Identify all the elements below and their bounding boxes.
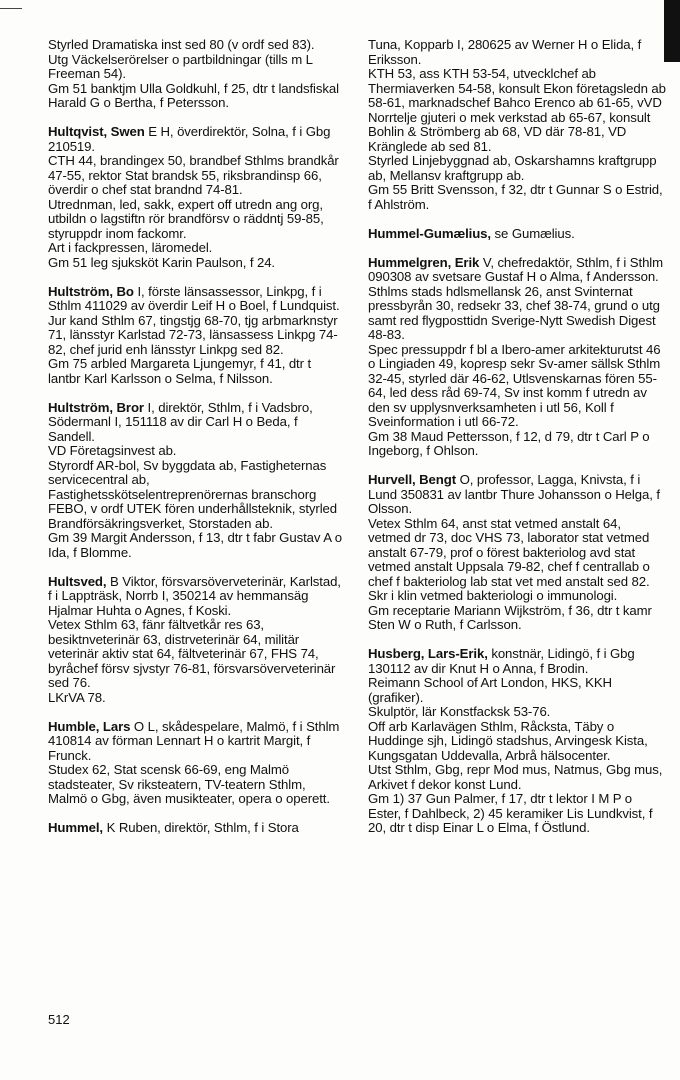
entry-first-line	[368, 647, 666, 676]
entry-first-line: Tuna, Kopparb I, 280625 av Werner H o Elida, f Eriksson.	[368, 37, 642, 67]
biography-entry	[48, 821, 346, 836]
page-number: 512	[48, 1012, 70, 1027]
entry-line: Gm 51 banktjm Ulla Goldkuhl, f 25, dtr t landsfiskal Harald G o Bertha, f Petersson.	[48, 80, 339, 110]
entry-name: Humble, Lars	[48, 718, 131, 734]
biography-entry	[48, 285, 346, 387]
entry-line: KTH 53, ass KTH 53-54, utvecklchef ab Thermiaverken 54-58, konsult Ekon företagsledn ab 58-61, marknadschef Bahco Erenco ab 61-65, vVD Norrtelje gjuteri o mek verkstad ab 65-67, konsult Bohlin & Strömberg ab 68, VD där 78-81, VD Kränglede ab sed 81.	[368, 66, 666, 154]
entry-line: CTH 44, brandingex 50, brandbef Sthlms brandkår 47-55, rektor Stat brandsk 55, riksbrandinsp 66, överdir o chef stat brandnd 74-81.	[48, 153, 339, 197]
entry-line: Gm receptarie Mariann Wijkström, f 36, dtr t kamr Sten W o Ruth, f Carlsson.	[368, 602, 652, 632]
entry-text: V, chefredaktör, Sthlm, f i Sthlm 090308 av svetsare Gustaf H o Alma, f Andersson.	[368, 254, 664, 284]
entry-line: Gm 1) 37 Gun Palmer, f 17, dtr t lektor I M P o Ester, f Dahlbeck, 2) 45 keramiker Lis Lundkvist, f 20, dtr t disp Einar L o Elma, f Östlund.	[368, 791, 653, 835]
entry-line: Vetex Sthlm 64, anst stat vetmed anstalt 64, vetmed dr 73, doc VHS 73, laborator stat vetmed anstalt 67-79, prof o förest bakteriolog avd stat vetmed anstalt Uppsala 79-82, chef f centrallab o chef f bakteriolog lab stat vet med anstalt sed 82.	[368, 515, 650, 589]
entry-text: E H, överdirektör, Solna, f i Gbg 210519.	[48, 124, 331, 154]
entry-line: Reimann School of Art London, HKS, KKH (grafiker).	[368, 675, 612, 705]
entry-text: I, direktör, Sthlm, f i Vadsbro, Södermanl I, 151118 av dir Carl H o Beda, f Sandell.	[48, 399, 313, 444]
entry-line: Gm 39 Margit Andersson, f 13, dtr t fabr Gustav A o Ida, f Blomme.	[48, 530, 342, 560]
entry-line: Utg Väckelserörelser o partbildningar (tills m L Freeman 54).	[48, 51, 313, 81]
entry-first-line	[368, 256, 666, 285]
entry-first-line	[48, 720, 346, 764]
entry-line: Art i fackpressen, läromedel.	[48, 240, 213, 255]
entry-text: konstnär, Lidingö, f i Gbg 130112 av dir Knut H o Anna, f Brodin.	[368, 646, 635, 676]
entry-line: Sthlms stads hdlsmellansk 26, anst Svinternat pressbyrån 30, redsekr 33, chef 38-74, grund o utg samt red flygposttidn Sverige-Nytt Swedish Digest 48-83.	[368, 283, 660, 342]
entry-first-line	[48, 575, 346, 619]
entry-name: Hultström, Bo	[48, 283, 134, 299]
biography-entry	[368, 473, 666, 633]
entry-line: Skulptör, lär Konstfacksk 53-76.	[368, 704, 551, 719]
biography-entry	[48, 125, 346, 270]
entry-name: Hummel,	[48, 820, 103, 835]
biography-entry	[48, 575, 346, 706]
entry-line: Gm 55 Britt Svensson, f 32, dtr t Gunnar S o Estrid, f Ahlström.	[368, 182, 663, 212]
entry-line: Styrled Linjebyggnad ab, Oskarshamns kraftgrupp ab, Mellansv kraftgrupp ab.	[368, 153, 657, 183]
entry-line: Gm 75 arbled Margareta Ljungemyr, f 41, dtr t lantbr Karl Karlsson o Selma, f Nilsson.	[48, 356, 312, 386]
entry-text: O L, skådespelare, Malmö, f i Sthlm 410814 av förman Lennart H o kartrit Margit, f Frunck.	[48, 718, 340, 763]
entry-text: I, förste länsassessor, Linkpg, f i Sthlm 411029 av överdir Leif H o Boel, f Lundquist.	[48, 283, 340, 313]
entry-line: LKrVA 78.	[48, 689, 106, 705]
entry-first-line	[48, 285, 346, 314]
entry-line: Utst Sthlm, Gbg, repr Mod mus, Natmus, Gbg mus, Arkivet f dekor konst Lund.	[368, 762, 663, 792]
biography-entry	[368, 647, 666, 836]
entry-name: Hultqvist, Swen	[48, 124, 145, 139]
biography-entry	[48, 720, 346, 807]
entry-line: Studex 62, Stat scensk 66-69, eng Malmö stadsteater, Sv riksteatern, TV-teatern Sthlm, Malmö o Gbg, även musikteater, opera o operett.	[48, 762, 330, 806]
entry-line: Skr i klin vetmed bakteriologi o immunologi.	[368, 588, 618, 603]
biography-entry	[48, 38, 346, 111]
entry-first-line	[368, 227, 666, 242]
entry-name: Husberg, Lars-Erik,	[368, 646, 488, 661]
page-edge-tab	[664, 0, 680, 62]
entry-name: Hultsved,	[48, 573, 107, 589]
biography-entry	[48, 401, 346, 561]
entry-line: Gm 51 leg sjuksköt Karin Paulson, f 24.	[48, 254, 275, 270]
entry-text: se Gumælius.	[490, 225, 575, 241]
entry-line: Styrordf AR-bol, Sv byggdata ab, Fastigheternas servicecentral ab, Fastighetsskötselentreprenörernas branschorg FEBO, v ordf UTEK fören underhållsteknik, styrled Brandförsäkringsverket, Storstaden ab.	[48, 457, 338, 531]
entry-text: O, professor, Lagga, Knivsta, f i Lund 350831 av lantbr Thure Johansson o Helga, f Olsson.	[368, 472, 660, 516]
entry-first-line	[48, 401, 346, 445]
entry-line: Jur kand Sthlm 67, tingstjg 68-70, tjg arbmarknstyr 71, länsstyr Karlstad 72-73, länsassess Linkpg 74-82, chef jurid enh länsstyr Linkpg sed 82.	[48, 312, 338, 357]
entry-name: Hummelgren, Erik	[368, 254, 480, 270]
entry-first-line	[368, 473, 666, 517]
entry-line: Off arb Karlavägen Sthlm, Råcksta, Täby o Huddinge sjh, Lidingö stadshus, Arvingesk Kista, Kungsgatan Uddevalla, Arbrå hälsocenter.	[368, 718, 648, 763]
entry-line: Utrednman, led, sakk, expert off utredn ang org, utbildn o lagstiftn rör brandförsv o räddntj 59-85, styruppdr inom fackomr.	[48, 196, 324, 241]
top-rule	[0, 8, 22, 9]
entry-first-line	[48, 125, 346, 154]
entry-first-line	[48, 821, 346, 836]
entry-name: Hummel-Gumælius,	[368, 225, 491, 241]
entry-line: Vetex Sthlm 63, fänr fältvetkår res 63, besiktnveterinär 63, distrveterinär 64, militär veterinär aktiv stat 64, fältveterinär 67, FHS 74, byråchef försv sjvstyr 76-81, försvarsöverveterinär sed 76.	[48, 617, 336, 690]
entry-name: Hurvell, Bengt	[368, 472, 456, 487]
entry-first-line: Styrled Dramatiska inst sed 80 (v ordf sed 83).	[48, 37, 315, 52]
entry-line: VD Företagsinvest ab.	[48, 443, 177, 458]
entry-text: B Viktor, försvarsöverveterinär, Karlstad, f i Lappträsk, Norrb I, 350214 av hemmansäg Hjalmar Huhta o Agnes, f Koski.	[48, 573, 341, 618]
right-column	[368, 38, 666, 850]
biography-entry	[368, 38, 666, 212]
entry-name: Hultström, Bror	[48, 399, 144, 415]
entry-line: Spec pressuppdr f bl a Ibero-amer arkitekturutst 46 o Lingiaden 49, kορresp sekr Sv-amer sällsk Sthlm 32-45, styrled där 46-62, Utlsvenskarnas fören 55-64, led dess råd 69-74, Sv inst komm f utredn av den sv upplysnverksamheten i utl 56, Koll f Sveinformation i utl 66-72.	[368, 341, 661, 429]
entry-text: K Ruben, direktör, Sthlm, f i Stora	[103, 820, 299, 835]
entry-line: Gm 38 Maud Pettersson, f 12, d 79, dtr t Carl P o Ingeborg, f Ohlson.	[368, 428, 650, 458]
left-column	[48, 38, 346, 850]
biography-entry	[368, 227, 666, 242]
biography-entry	[368, 256, 666, 459]
